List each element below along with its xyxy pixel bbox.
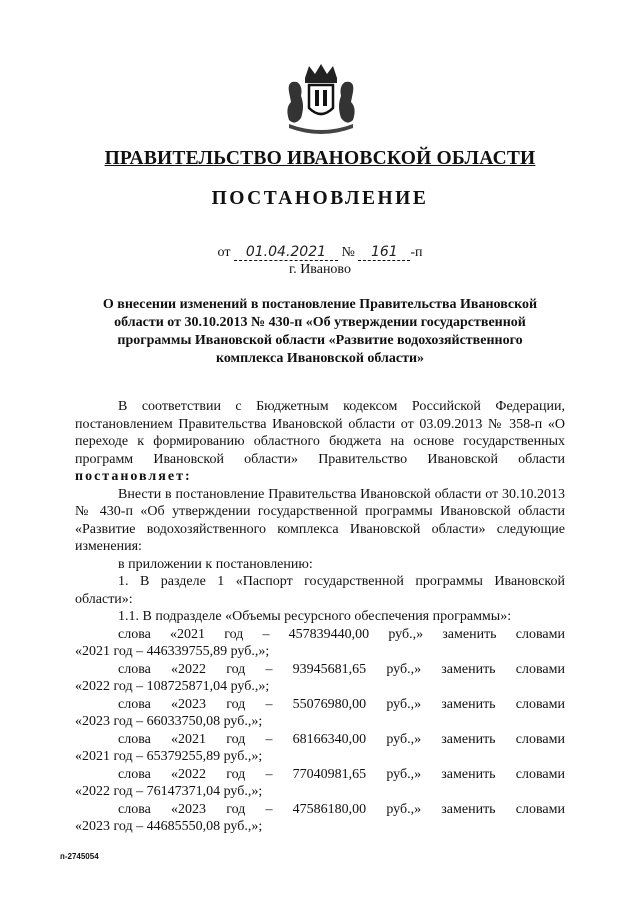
replacement-line (75, 801, 565, 819)
replacement-word: год (226, 766, 246, 782)
replacement-word: руб.,» (386, 766, 422, 782)
replacement-word: слова (118, 766, 151, 782)
replacement-line (75, 626, 565, 644)
replacement-word: слова (118, 731, 151, 747)
handwritten-date: 01.04.2021 (234, 244, 338, 261)
replacement-word: заменить (441, 731, 496, 747)
number-sign: № (341, 245, 355, 260)
replacement-continuation: «2021 год – 446339755,89 руб.,»; (75, 644, 270, 659)
replacement-word: год (226, 731, 246, 747)
replacement-word: год (226, 696, 246, 712)
replacement-word: слова (118, 696, 151, 712)
replacement-word: 55076980,00 (292, 696, 367, 712)
replacement-word: – (265, 696, 273, 712)
replacement-continuation: «2023 год – 44685550,08 руб.,»; (75, 819, 263, 834)
footer-code: п-2745054 (60, 852, 99, 861)
replacement-word: «2022 (171, 661, 207, 677)
replacement-word: 47586180,00 (292, 801, 367, 817)
replacement-line (75, 696, 565, 714)
replacement-word: заменить (441, 696, 496, 712)
replacement-word: заменить (442, 626, 497, 642)
replacement-line (75, 766, 565, 784)
replacement-word: – (265, 766, 273, 782)
paragraph-subsection-1-1: 1.1. В подразделе «Объемы ресурсного обеспечения программы»: (118, 609, 512, 624)
replacement-word: – (265, 731, 273, 747)
replacement-word: словами (515, 731, 565, 747)
replacement-word: словами (515, 696, 565, 712)
replacement-word: «2021 (170, 626, 206, 642)
replacement-continuation: «2023 год – 66033750,08 руб.,»; (75, 714, 263, 729)
replacement-word: словами (515, 801, 565, 817)
city: г. Иваново (289, 262, 351, 277)
replacement-word: год (226, 801, 246, 817)
replacement-word: – (265, 661, 273, 677)
date-prefix: от (217, 245, 231, 260)
replacement-word: «2023 (171, 696, 207, 712)
replacement-word: заменить (441, 801, 496, 817)
replacement-word: 77040981,65 (292, 766, 367, 782)
replacement-word: руб.,» (386, 731, 422, 747)
replacement-word: – (262, 626, 270, 642)
paragraph-appendix: в приложении к постановлению: (118, 556, 313, 572)
replacement-word: 93945681,65 (292, 661, 367, 677)
replacement-word: заменить (441, 766, 496, 782)
replacement-word: руб.,» (386, 801, 422, 817)
replacement-word: 68166340,00 (292, 731, 367, 747)
replacement-word: 457839440,00 (288, 626, 370, 642)
replacement-word: руб.,» (388, 626, 424, 642)
handwritten-number: 161 (358, 244, 410, 261)
paragraph-amend: Внести в постановление Правительства Ивановской области от 30.10.2013 № 430-п «Об утверждении государственной программы Ивановской области «Развитие водохозяйственного комплекса Ивановской области» следующие изменения: (75, 486, 565, 554)
paragraph-section-1: 1. В разделе 1 «Паспорт государственной программы Ивановской области»: (75, 574, 565, 607)
replacement-word: «2021 (171, 731, 207, 747)
replacement-continuation: «2021 год – 65379255,89 руб.,»; (75, 749, 263, 764)
replacement-word: – (265, 801, 273, 817)
replacement-word: слова (118, 626, 151, 642)
replacement-word: заменить (441, 661, 496, 677)
replacement-word: год (226, 661, 246, 677)
government-title: ПРАВИТЕЛЬСТВО ИВАНОВСКОЙ ОБЛАСТИ (104, 148, 536, 169)
paragraph-preamble (75, 398, 565, 486)
replacement-word: слова (118, 801, 151, 817)
document-body (75, 398, 565, 836)
replacement-line (75, 661, 565, 679)
replacement-word: словами (515, 626, 565, 642)
replacement-word: год (224, 626, 244, 642)
replacement-word: словами (515, 766, 565, 782)
replacement-line (75, 731, 565, 749)
replacement-word: «2023 (171, 801, 207, 817)
coat-of-arms-emblem (283, 62, 359, 136)
document-type: ПОСТАНОВЛЕНИЕ (211, 188, 429, 209)
replacement-word: руб.,» (386, 696, 422, 712)
replacement-word: руб.,» (386, 661, 422, 677)
replacement-continuation: «2022 год – 108725871,04 руб.,»; (75, 679, 270, 694)
replacement-word: словами (515, 661, 565, 677)
replacement-word: «2022 (171, 766, 207, 782)
date-number-line (0, 244, 640, 261)
number-suffix: -п (410, 245, 423, 260)
preamble-text: В соответствии с Бюджетным кодексом Российской Федерации, постановлением Правительства Ивановской области от 03.09.2013 № 358-п «О переходе к формированию областного бюджета на основе государственных программ Ивановской области» Правительство Ивановской области (75, 399, 565, 467)
replacement-word: слова (118, 661, 151, 677)
replacement-list (75, 626, 565, 836)
resolves-keyword: постановляет: (75, 469, 192, 484)
document-title: О внесении изменений в постановление Правительства Ивановской области от 30.10.2013 № 430-п «Об утверждении государственной программы Ивановской области «Развитие водохозяйственного комплекса Ивановской области» (102, 297, 538, 366)
replacement-continuation: «2022 год – 76147371,04 руб.,»; (75, 784, 263, 799)
